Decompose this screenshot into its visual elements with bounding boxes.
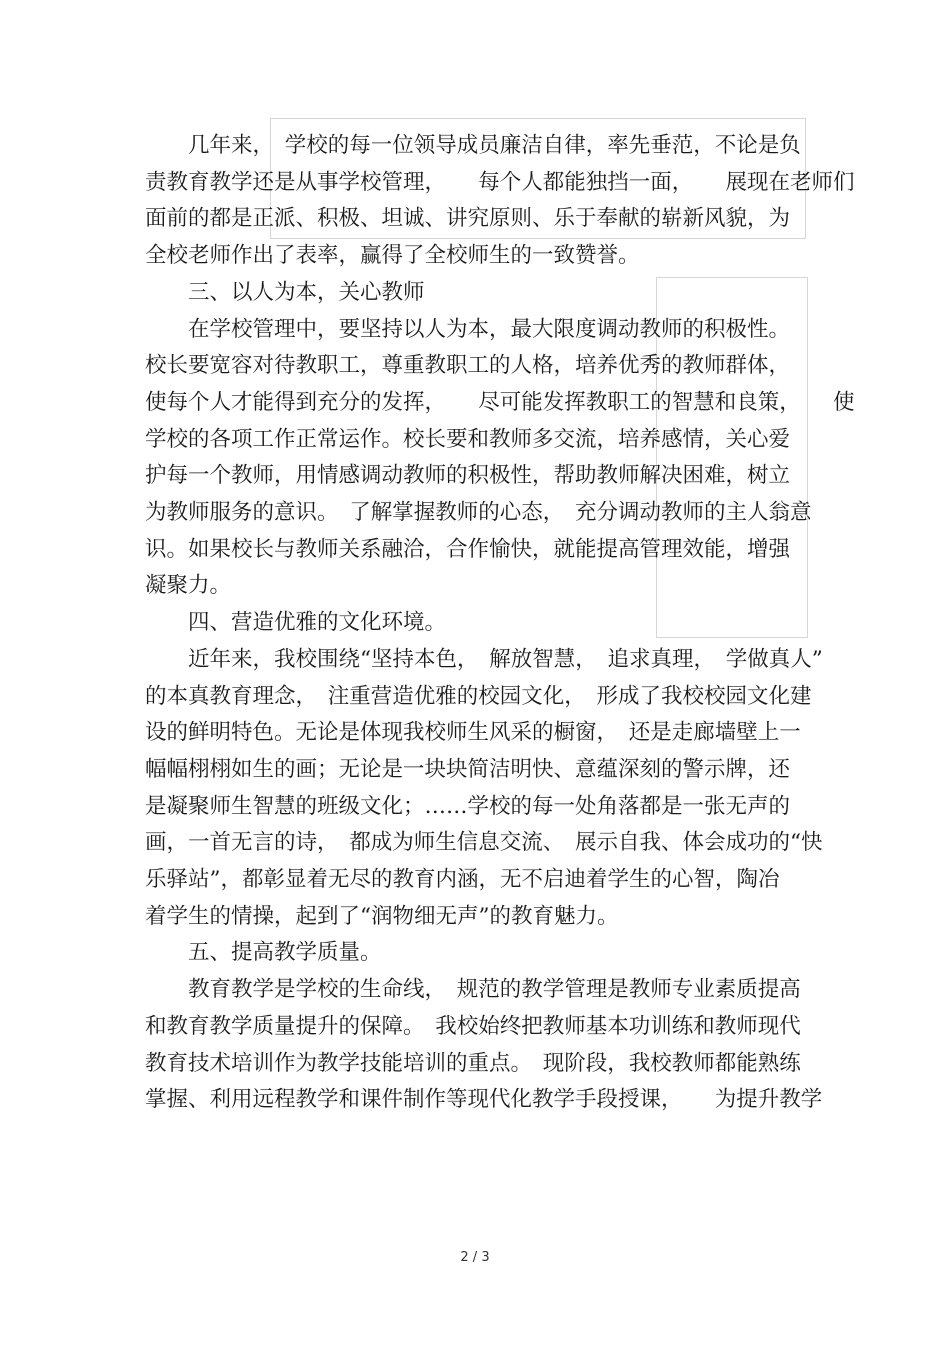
text-line: 为教师服务的意识。 了解掌握教师的心态， 充分调动教师的主人翁意 (145, 500, 812, 525)
text-line: 是凝聚师生智慧的班级文化；……学校的每一处角落都是一张无声的 (145, 793, 791, 819)
text-line: 画，一首无言的诗， 都成为师生信息交流、 展示自我、体会成功的“快 (145, 830, 823, 856)
text-line: 校长要宽容对待教职工，尊重教职工的人格，培养优秀的教师群体， (145, 353, 791, 379)
text-line: 识。如果校长与教师关系融洽，合作愉快，就能提高管理效能，增强 (145, 536, 791, 562)
text-line: 的本真教育理念， 注重营造优雅的校园文化， 形成了我校校园文化建 (145, 683, 812, 709)
text-line: 在学校管理中，要坚持以人为本，最大限度调动教师的积极性。 (145, 316, 791, 342)
text-line: 教育教学是学校的生命线， 规范的教学管理是教师专业素质提高 (145, 977, 801, 1003)
text-line: 护每一个教师，用情感调动教师的积极性，帮助教师解决困难，树立 (145, 463, 791, 489)
text-line: 责教育教学还是从事学校管理， 每个人都能独挡一面， 展现在老师们 (145, 169, 855, 195)
text-line: 掌握、利用远程教学和课件制作等现代化教学手段授课， 为提升教学 (145, 1087, 823, 1113)
text-line: 三、以人为本，关心教师 (145, 279, 425, 305)
text-line: 设的鲜明特色。无论是体现我校师生风采的橱窗， 还是走廊墙壁上一 (145, 720, 801, 746)
text-line: 几年来， 学校的每一位领导成员廉洁自律，率先垂范，不论是负 (145, 133, 801, 158)
text-line: 近年来，我校围绕“坚持本色， 解放智慧， 追求真理， 学做真人” (145, 646, 823, 672)
text-line: 乐驿站”，都彰显着无尽的教育内涵，无不启迪着学生的心智，陶冶 (145, 867, 780, 892)
text-line: 学校的各项工作正常运作。校长要和教师多交流，培养感情，关心爱 (145, 426, 791, 452)
text-line: 四、营造优雅的文化环境。 (145, 610, 447, 636)
text-line: 凝聚力。 (145, 573, 232, 599)
text-line: 和教育教学质量提升的保障。 我校始终把教师基本功训练和教师现代 (145, 1013, 801, 1039)
page-number: 2 / 3 (460, 1250, 490, 1265)
text-line: 教育技术培训作为教学技能培训的重点。 现阶段，我校教师都能熟练 (145, 1050, 801, 1076)
text-line: 幅幅栩栩如生的画；无论是一块块简洁明快、意蕴深刻的警示牌，还 (145, 756, 791, 782)
text-line: 着学生的情操，起到了“润物细无声”的教育魅力。 (145, 903, 619, 929)
text-line: 全校老师作出了表率，赢得了全校师生的一致赞誉。 (145, 243, 640, 269)
text-line: 五、提高教学质量。 (145, 940, 382, 966)
text-line: 使每个人才能得到充分的发挥， 尽可能发挥教职工的智慧和良策， 使 (145, 389, 855, 415)
text-line: 面前的都是正派、积极、坦诚、讲究原则、乐于奉献的崭新风貌，为 (145, 206, 791, 232)
